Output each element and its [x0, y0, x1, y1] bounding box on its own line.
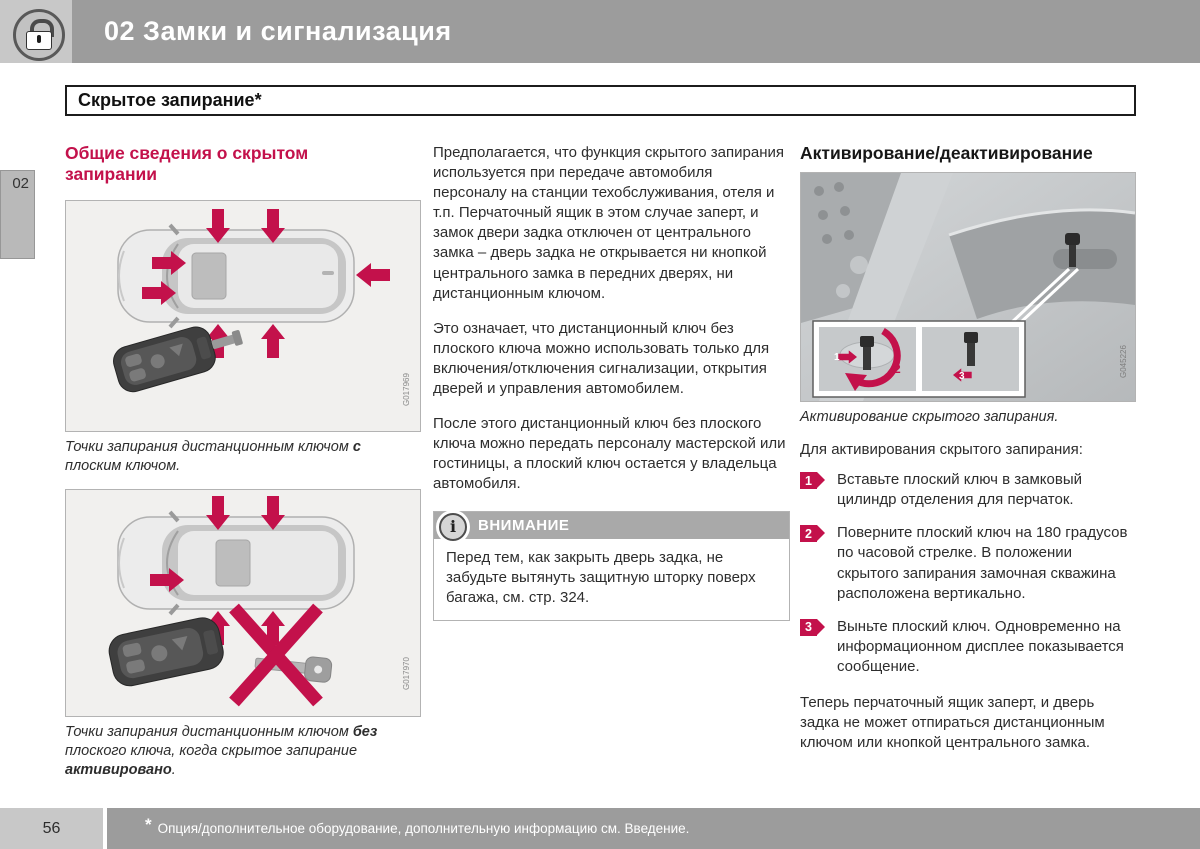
- footnote-asterisk: *: [145, 814, 152, 834]
- section-title: Скрытое запирание*: [78, 90, 262, 110]
- section-title-box: [65, 85, 1136, 116]
- svg-text:3: 3: [959, 371, 965, 383]
- warning-text: Перед тем, как закрыть дверь задка, не забудьте вытянуть защитную шторку поверх багажа, см. стр. 324.: [446, 548, 756, 606]
- steps-intro: Для активирования скрытого запирания:: [800, 441, 1083, 459]
- middle-column: [433, 143, 790, 621]
- paragraph: Это означает, что дистанционный ключ без плоского ключа можно использовать только для включения/отключения сигнализации, открытия дверей и управления автомобилем.: [433, 319, 770, 398]
- step-number-marker: 1: [800, 472, 825, 510]
- svg-text:1: 1: [834, 352, 840, 364]
- figure1-caption: Точки запирания дистанционным ключом с плоским ключом.: [65, 438, 361, 474]
- right-column: [800, 143, 1136, 768]
- car-top-view-illustration-1: [66, 201, 420, 431]
- left-heading: Общие сведения о скрытом запирании: [65, 143, 309, 185]
- svg-text:G017970: G017970: [402, 657, 411, 691]
- locking-points-figure-1: [65, 200, 421, 432]
- step-number-marker: 3: [800, 619, 825, 677]
- info-icon: i: [439, 513, 467, 541]
- warning-title: ВНИМАНИЕ: [478, 516, 570, 534]
- glovebox-figure: [800, 172, 1136, 402]
- paragraph: После этого дистанционный ключ без плоского ключа можно передать персоналу мастерской или гостиницы, а плоский ключ остается у владельца автомобиля.: [433, 415, 786, 493]
- glovebox-illustration: [801, 173, 1135, 401]
- warning-header: [434, 512, 789, 539]
- step-item-1: [800, 470, 1136, 510]
- chapter-side-tab: 02: [0, 170, 35, 259]
- paragraph: Предполагается, что функция скрытого запирания используется при передаче автомобиля персоналу на станции техобслуживания, отеля и т.п. Перчаточный ящик в этом случае заперт, и замок двери задка отключен от центрального замка – дверь задка не открывается ни кнопкой центрального замка в передних дверях, ни дистанционным ключом.: [433, 144, 784, 302]
- step-text: Выньте плоский ключ. Одновременно на информационном дисплее показывается сообщение.: [837, 617, 1124, 675]
- left-column: [65, 143, 421, 794]
- header-icon-block: [0, 0, 72, 63]
- glovebox-figure-caption: Активирование скрытого запирания.: [800, 409, 1059, 426]
- page-number: 56: [0, 808, 103, 849]
- svg-text:2: 2: [894, 362, 901, 377]
- warning-box: [433, 511, 790, 621]
- step-text: Поверните плоский ключ на 180 градусов по часовой стрелке. В положении скрытого запирания замочная скважина расположена вертикально.: [837, 524, 1128, 602]
- padlock-icon: [13, 9, 65, 61]
- chapter-title: 02 Замки и сигнализация: [104, 16, 452, 46]
- step-text: Вставьте плоский ключ в замковый цилиндр отделения для перчаток.: [837, 471, 1083, 509]
- chapter-header-bar: [72, 0, 1200, 63]
- right-heading: Активирование/деактивирование: [800, 143, 1093, 163]
- footnote-text: Опция/дополнительное оборудование, дополнительную информацию см. Введение.: [157, 821, 690, 836]
- step-item-3: [800, 617, 1136, 677]
- footer-note-bar: [107, 808, 1200, 849]
- car-top-view-illustration-2: [66, 490, 420, 716]
- step-number-marker: 2: [800, 525, 825, 603]
- svg-text:G017969: G017969: [402, 372, 411, 406]
- locking-points-figure-2: [65, 489, 421, 717]
- figure2-caption: Точки запирания дистанционным ключом без плоского ключа, когда скрытое запирание активировано.: [65, 724, 378, 779]
- remote-key-icon: [110, 315, 248, 395]
- step-item-2: [800, 523, 1136, 603]
- svg-text:G045226: G045226: [1119, 345, 1128, 379]
- remote-key-icon: [106, 615, 226, 689]
- closing-paragraph: Теперь перчаточный ящик заперт, и дверь задка не может отпираться дистанционным ключом или кнопкой центрального замка.: [800, 694, 1105, 752]
